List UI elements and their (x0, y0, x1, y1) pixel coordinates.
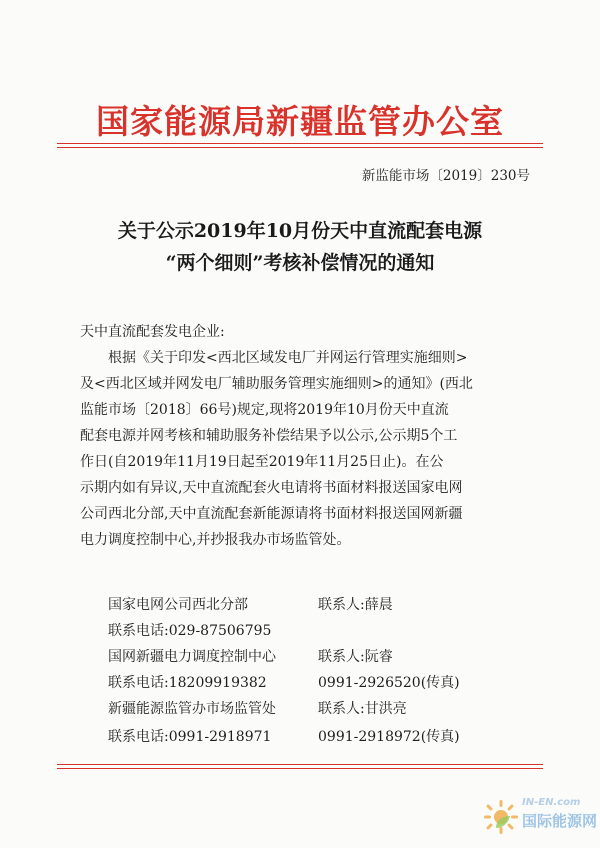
body-line: 作日(自2019年11月19日起至2019年11月25日止)。在公 (80, 454, 444, 470)
body-line: 电力调度控制中心,并抄报我办市场监管处。 (80, 532, 351, 548)
body-line: 监能市场〔2018〕66号)规定,现将2019年10月份天中直流 (80, 402, 449, 418)
body-line: 配套电源并网考核和辅助服务补偿结果予以公示,公示期5个工 (80, 428, 458, 444)
watermark-domain: IN-EN.com (522, 797, 581, 808)
contact-fax: 0991-2926520(传真) (318, 675, 460, 691)
contact-org: 国网新疆电力调度控制中心 (108, 649, 276, 665)
issuing-office-title: 国家能源局新疆监管办公室 (96, 102, 504, 141)
site-watermark (482, 792, 597, 842)
sun-leaf-logo-icon (482, 798, 520, 836)
contact-org: 新疆能源监管办市场监管处 (108, 701, 276, 717)
footer-rule-thin (57, 764, 543, 765)
body-line: 示期内如有异议,天中直流配套火电请将书面材料报送国家电网 (80, 480, 463, 496)
contact-phone: 联系电话:029-87506795 (108, 623, 272, 639)
footer-rule-thick (57, 768, 543, 769)
salutation: 天中直流配套发电企业: (80, 324, 225, 340)
body-line: 公司西北分部,天中直流配套新能源请将书面材料报送国网新疆 (80, 506, 463, 522)
contact-person: 联系人:阮睿 (318, 649, 393, 665)
contact-phone: 联系电话:0991-2918971 (108, 729, 272, 745)
body-line: 及<西北区域并网发电厂辅助服务管理实施细则>的通知》(西北 (80, 376, 473, 392)
watermark-brand: 国际能源网 (522, 812, 598, 830)
header-rule-thin (57, 147, 543, 148)
contact-phone: 联系电话:18209919382 (108, 675, 267, 691)
contact-fax: 0991-2918972(传真) (318, 729, 460, 745)
body-line: 根据《关于印发<西北区域发电厂并网运行管理实施细则> (108, 350, 468, 366)
contact-person: 联系人:薛晨 (318, 597, 393, 613)
header-rule-thick (57, 143, 543, 144)
document-number: 新监能市场〔2019〕230号 (361, 168, 530, 184)
notice-title-line-1: 关于公示2019年10月份天中直流配套电源 (117, 220, 483, 242)
contact-org: 国家电网公司西北分部 (108, 597, 248, 613)
notice-title-line-2: “两个细则”考核补偿情况的通知 (165, 252, 435, 274)
contact-person: 联系人:甘洪亮 (318, 701, 407, 717)
